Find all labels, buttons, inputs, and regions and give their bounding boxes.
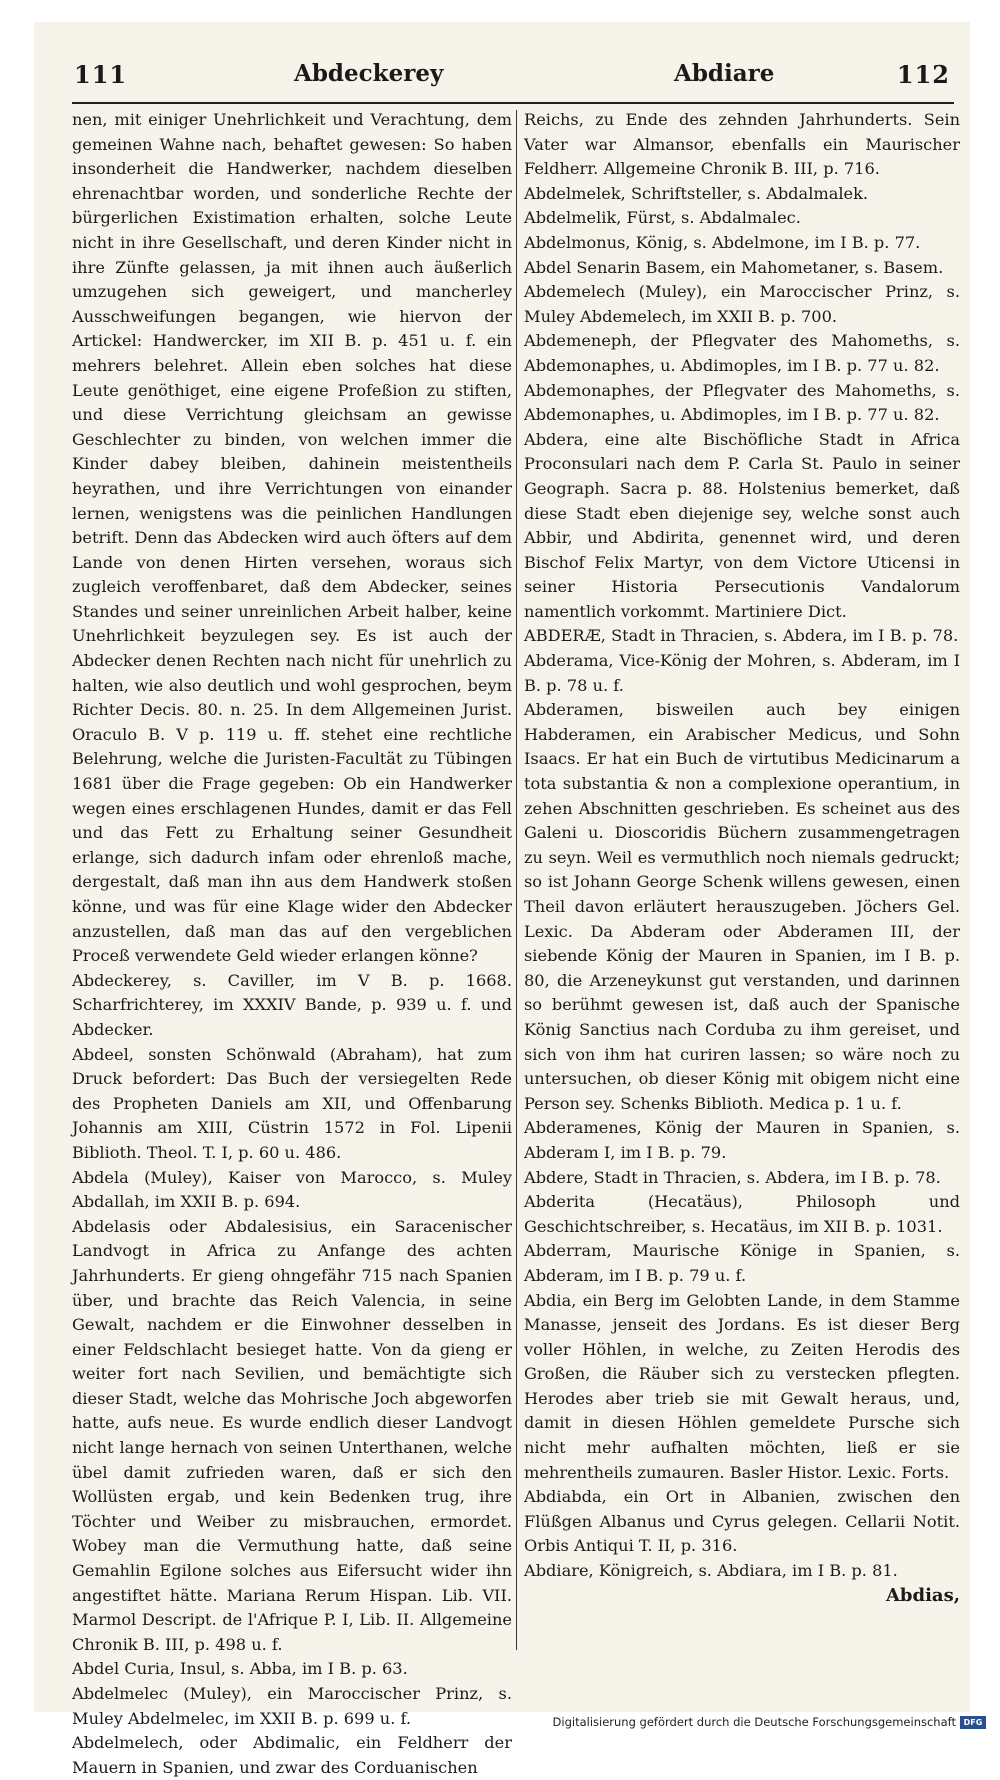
entry-paragraph: Abdemelech (Muley), ein Maroccischer Prinz, s. Muley Abdemelech, im XXII B. p. 700. <box>524 282 960 326</box>
footer-text: Digitalisierung gefördert durch die Deutsche Forschungsgemeinschaft <box>552 1715 956 1729</box>
entry-paragraph: Abdia, ein Berg im Gelobten Lande, in dem Stamme Manasse, jenseit des Jordans. Es ist dieser Berg voller Höhlen, in welche, zu Zeiten Herodis des Großen, die Räuber sich zu verstecken pflegten. Herodes aber trieb sie mit Gewalt heraus, und, damit in diesen Höhlen gemeldete Pursche sich nicht mehr aufhalten möchten, ließ er sie mehrentheils zumauren. Basler Histor. Lexic. Forts. <box>524 1290 960 1482</box>
entry-paragraph: Abdel Senarin Basem, ein Mahometaner, s. Basem. <box>524 257 944 277</box>
entry-paragraph: Abdelmelik, Fürst, s. Abdalmalec. <box>524 208 801 228</box>
entry-paragraph: Abderamenes, König der Mauren in Spanien, s. Abderam I, im I B. p. 79. <box>524 1118 960 1162</box>
entry-paragraph: nen, mit einiger Unehrlichkeit und Verachtung, dem gemeinen Wahne nach, behaftet gewesen: So haben insonderheit die Handwerker, nachdem dieselben ehrenachtbar worden, und sonderliche Rechte der bürgerlichen Existimation erhalten, solche Leute nicht in ihre Gesellschaft, und deren Kinder nicht in ihre Zünfte gelassen, ja mit ihnen auch äußerlich umzugehen sich geweigert, und mancherley Ausschweifungen begangen, wie hiervon der Artickel: Handwercker, im XII B. p. 451 u. f. ein mehrers belehret. Allein eben solches hat diese Leute genöthiget, eine eigene Profeßion zu stiften, und diese Verrichtung gleichsam an gewisse Geschlechter zu binden, von welchen immer die Kinder dabey bleiben, dahinein meistentheils heyrathen, und ihre Verrichtungen von einander lernen, wenigstens was die peinlichen Handlungen betrift. Denn das Abdecken wird auch öfters auf dem Lande von denen Hirten versehen, woraus sich zugleich veroffenbaret, daß dem Abdecker, seines Standes und seiner unreinlichen Arbeit halber, keine Unehrlichkeit beyzulegen sey. Es ist auch der Abdecker denen Rechten nach nicht für unehrlich zu halten, wie also deutlich und wohl gesprochen, beym Richter Decis. 80. n. 25. In dem Allgemeinen Jurist. Oraculo B. V p. 119 u. ff. stehet eine rechtliche Belehrung, welche die Juristen-Facultät zu Tübingen 1681 über die Frage gegeben: Ob ein Handwerker wegen eines erschlagenen Hundes, damit er das Fell und das Fett zu Erhaltung seiner Gesundheit erlange, sich dadurch infam oder ehrenloß mache, dergestalt, daß man ihn aus dem Handwerk stoßen könne, und was für eine Klage wider den Abdecker anzustellen, daß man das auf den vergeblichen Proceß verwendete Geld wieder erlangen könne? <box>72 110 512 966</box>
entry-paragraph: Abdera, eine alte Bischöfliche Stadt in Africa Proconsulari nach dem P. Carla St. Paulo in seiner Geograph. Sacra p. 88. Holstenius bemerket, daß diese Stadt eben diejenige sey, welche sonst auch Abbir, und Abdirita, genennet wird, und deren Bischof Felix Martyr, von dem Victore Uticensi in seiner Historia Persecutionis Vandalorum namentlich vorkommt. Martiniere Dict. <box>524 429 960 621</box>
entry-paragraph: Abderram, Maurische Könige in Spanien, s. Abderam, im I B. p. 79 u. f. <box>524 1241 960 1285</box>
entry-paragraph: Abdiabda, ein Ort in Albanien, zwischen den Flüßgen Albanus und Cyrus gelegen. Cellarii Notit. Orbis Antiqui T. II, p. 316. <box>524 1487 960 1556</box>
dfg-logo-icon: DFG <box>960 1716 986 1729</box>
entry-paragraph: Abdelmonus, König, s. Abdelmone, im I B. p. 77. <box>524 232 921 252</box>
entry-paragraph: Abdere, Stadt in Thracien, s. Abdera, im I B. p. 78. <box>524 1167 941 1187</box>
entry-paragraph: Abdiare, Königreich, s. Abdiara, im I B. p. 81. <box>524 1561 898 1581</box>
running-title-left: Abdeckerey <box>294 60 444 87</box>
entry-paragraph: ABDERÆ, Stadt in Thracien, s. Abdera, im I B. p. 78. <box>524 626 959 646</box>
column-divider <box>516 110 517 1650</box>
header-rule <box>72 102 954 104</box>
entry-paragraph: Abdemonaphes, der Pflegvater des Mahomeths, s. Abdemonaphes, u. Abdimoples, im I B. p. 77 u. 82. <box>524 380 960 425</box>
page-number-right: 112 <box>896 60 950 89</box>
page-header <box>34 60 970 96</box>
entry-paragraph: Abdelmelech, oder Abdimalic, ein Feldherr der Mauern in Spanien, und zwar des Corduanischen <box>72 1733 512 1777</box>
entry-paragraph: Abdelasis oder Abdalesisius, ein Saracenischer Landvogt in Africa zu Anfange des achten Jahrhunderts. Er gieng ohngefähr 715 nach Spanien über, und brachte das Reich Valencia, in seine Gewalt, nachdem er die Einwohner desselben in einer Feldschlacht besieget hatte. Von da gieng er weiter fort nach Sevilien, und bemächtigte sich dieser Stadt, welche das Mohrische Joch abgeworfen hatte, aufs neue. Es wurde endlich dieser Landvogt nicht lange hernach von seinen Unterthanen, welche übel damit zufrieden waren, daß er sich den Wollüsten ergab, und kein Bedenken trug, ihre Töchter und Weiber zu misbrauchen, ermordet. Wobey man die Vermuthung hatte, daß seine Gemahlin Egilone solches aus Eifersucht wider ihn angestiftet hätte. Mariana Rerum Hispan. Lib. VII. Marmol Descript. de l'Afrique P. I, Lib. II. Allgemeine Chronik B. III, p. 498 u. f. <box>72 1216 512 1654</box>
entry-paragraph: Abderama, Vice-König der Mohren, s. Abderam, im I B. p. 78 u. f. <box>524 651 960 695</box>
page-number-left: 111 <box>74 60 128 89</box>
entry-paragraph: Abdel Curia, Insul, s. Abba, im I B. p. 63. <box>72 1659 408 1679</box>
entry-paragraph: Abdeckerey, s. Caviller, im V B. p. 1668. Scharfrichterey, im XXXIV Bande, p. 939 u. f. und Abdecker. <box>72 970 512 1039</box>
right-column <box>524 108 960 1668</box>
digitization-footer <box>553 1714 986 1730</box>
entry-paragraph: Reichs, zu Ende des zehnden Jahrhunderts. Sein Vater war Almansor, ebenfalls ein Maurischer Feldherr. Allgemeine Chronik B. III, p. 716. <box>524 110 960 179</box>
entry-paragraph: Abdeel, sonsten Schönwald (Abraham), hat zum Druck befordert: Das Buch der versiegelten Rede des Propheten Daniels am XII, und Offenbarung Johannis am XIII, Cüstrin 1572 in Fol. Lipenii Biblioth. Theol. T. I, p. 60 u. 486. <box>72 1044 512 1162</box>
catchword: Abdias, <box>885 1584 960 1606</box>
entry-paragraph: Abdemeneph, der Pflegvater des Mahomeths, s. Abdemonaphes, u. Abdimoples, im I B. p. 77 u. 82. <box>524 331 960 375</box>
left-column <box>72 108 512 1777</box>
entry-paragraph: Abderita (Hecatäus), Philosoph und Geschichtschreiber, s. Hecatäus, im XII B. p. 1031. <box>524 1192 960 1236</box>
entry-paragraph: Abderamen, bisweilen auch bey einigen Habderamen, ein Arabischer Medicus, und Sohn Isaacs. Er hat ein Buch de virtutibus Medicinarum a tota substantia & non a complexione operantium, in zehen Abschnitten geschrieben. Es scheinet aus des Galeni u. Dioscoridis Büchern zusammengetragen zu seyn. Weil es vermuthlich noch niemals gedruckt; so ist Johann George Schenk willens gewesen, einen Theil davon erläutert herauszugeben. Jöchers Gel. Lexic. Da Abderam oder Abderamen III, der siebende König der Mauren in Spanien, im I B. p. 80, die Arzeneykunst gut verstanden, und darinnen so berühmt gewesen ist, daß auch der Spanische König Sanctius nach Corduba zu ihm gereiset, und sich von ihm hat curiren lassen; so wäre noch zu untersuchen, ob dieser König mit obigem nicht eine Person sey. Schenks Biblioth. Medica p. 1 u. f. <box>524 700 960 1113</box>
entry-paragraph: Abdelmelec (Muley), ein Maroccischer Prinz, s. Muley Abdelmelec, im XXII B. p. 699 u. f. <box>72 1684 512 1728</box>
entry-paragraph: Abdela (Muley), Kaiser von Marocco, s. Muley Abdallah, im XXII B. p. 694. <box>72 1167 512 1212</box>
entry-paragraph: Abdelmelek, Schriftsteller, s. Abdalmalek. <box>524 183 869 203</box>
running-title-right: Abdiare <box>674 60 775 87</box>
